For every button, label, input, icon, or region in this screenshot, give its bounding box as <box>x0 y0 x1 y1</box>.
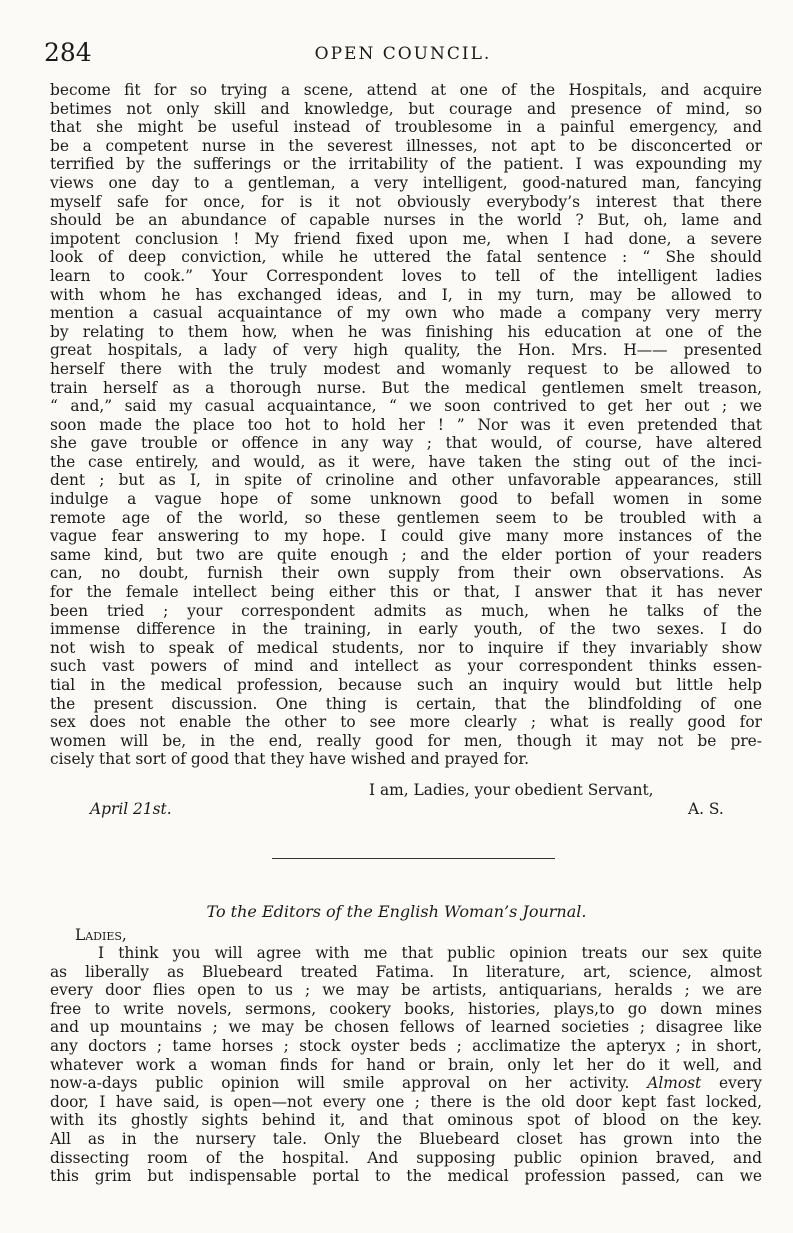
letter-one-signature <box>50 781 762 818</box>
text-line: any doctors ; tame horses ; stock oyster beds ; acclimatize the apteryx ; in short, <box>50 1036 762 1055</box>
text-line: for the female intellect being either this or that, I answer that it has never <box>50 583 762 602</box>
text-line: be a competent nurse in the severest illnesses, not apt to be disconcerted or <box>50 136 762 155</box>
text-line: that she might be useful instead of troublesome in a painful emergency, and <box>50 118 762 137</box>
text-line: look of deep conviction, while he uttered the fatal sentence : “ She should <box>50 248 762 267</box>
text-line: as liberally as Bluebeard treated Fatima. In literature, art, science, almost <box>50 962 762 981</box>
text-line: door, I have said, is open—not every one ; there is the old door kept fast locked, <box>50 1092 762 1111</box>
running-title: OPEN COUNCIL. <box>314 44 492 64</box>
text-line: the present discussion. One thing is certain, that the blindfolding of one <box>50 694 762 713</box>
text-line: this grim but indispensable portal to the medical profession passed, can we <box>50 1167 762 1186</box>
closing-line: I am, Ladies, your obedient Servant, <box>369 781 654 799</box>
text-line: I think you will agree with me that public opinion treats our sex quite <box>98 944 762 962</box>
text-line: terrified by the sufferings or the irritability of the patient. I was expounding my <box>50 155 762 174</box>
section-divider <box>272 858 555 859</box>
text-line: become fit for so trying a scene, attend at one of the Hospitals, and acquire <box>50 81 762 99</box>
text-line: train herself as a thorough nurse. But the medical gentlemen smelt treason, <box>50 378 762 397</box>
signature-initials: A. S. <box>688 800 724 818</box>
salutation: Ladies, <box>75 926 127 944</box>
text-line <box>50 1074 762 1093</box>
text-line: free to write novels, sermons, cookery books, histories, plays,to go down mines <box>50 999 762 1018</box>
text-line: myself safe for once, for is it not obviously everybody’s interest that there <box>50 192 762 211</box>
text-line: she gave trouble or offence in any way ; that would, of course, have altered <box>50 434 762 453</box>
text-line: All as in the nursery tale. Only the Bluebeard closet has grown into the <box>50 1129 762 1148</box>
text-line: tial in the medical profession, because such an inquiry would but little help <box>50 676 762 694</box>
text-line: learn to cook.” Your Correspondent loves to tell of the intelligent ladies <box>50 266 762 285</box>
emphasis-text: Almost <box>647 1074 702 1093</box>
text-line: can, no doubt, furnish their own supply from their own observations. As <box>50 564 762 583</box>
text-line: views one day to a gentleman, a very intelligent, good-natured man, fancying <box>50 173 762 192</box>
text-line: dissecting room of the hospital. And supposing public opinion braved, and <box>50 1148 762 1167</box>
text-line: immense difference in the training, in early youth, of the two sexes. I do <box>50 620 762 639</box>
text-line: cisely that sort of good that they have wished and prayed for. <box>50 750 529 769</box>
text-line: great hospitals, a lady of very high quality, the Hon. Mrs. H—— presented <box>50 341 762 360</box>
text-line: the case entirely, and would, as it were, have taken the sting out of the inci- <box>50 452 762 471</box>
text-line: sex does not enable the other to see more clearly ; what is really good for <box>50 713 762 732</box>
text-line: should be an abundance of capable nurses in the world ? But, oh, lame and <box>50 211 762 230</box>
text-line: indulge a vague hope of some unknown good to befall women in some <box>50 490 762 509</box>
text-line: with whom he has exchanged ideas, and I, in my turn, may be allowed to <box>50 285 762 304</box>
letter-date: April 21st. <box>90 800 172 818</box>
text-line: mention a casual acquaintance of my own who made a company very merry <box>50 304 762 323</box>
letter-one-body <box>50 81 762 769</box>
text-line: betimes not only skill and knowledge, but courage and presence of mind, so <box>50 99 762 118</box>
text-line: been tried ; your correspondent admits as much, when he talks of the <box>50 601 762 620</box>
text-line: such vast powers of mind and intellect as your correspondent thinks essen- <box>50 657 762 676</box>
text-line: and up mountains ; we may be chosen fellows of learned societies ; disagree like <box>50 1018 762 1037</box>
text-segment: now-a-days public opinion will smile approval on her activity. <box>50 1074 630 1093</box>
text-line: same kind, but two are quite enough ; and the elder portion of your readers <box>50 545 762 564</box>
text-segment: every <box>719 1074 762 1093</box>
text-line: whatever work a woman finds for hand or brain, only let her do it well, and <box>50 1055 762 1074</box>
letter-two-body <box>50 944 762 1186</box>
text-line: “ and,” said my casual acquaintance, “ we soon contrived to get her out ; we <box>50 397 762 416</box>
text-line: women will be, in the end, really good for men, though it may not be pre- <box>50 731 762 750</box>
text-line: every door flies open to us ; we may be artists, antiquarians, heralds ; we are <box>50 981 762 1000</box>
text-line: vague fear answering to my hope. I could give many more instances of the <box>50 527 762 546</box>
text-line: remote age of the world, so these gentlemen seem to be troubled with a <box>50 508 762 527</box>
text-line: soon made the place too hot to hold her ! ” Nor was it even pretended that <box>50 415 762 434</box>
text-line: impotent conclusion ! My friend fixed upon me, when I had done, a severe <box>50 229 762 248</box>
running-head <box>44 38 762 70</box>
letter-two-heading: To the Editors of the English Woman’s Journal. <box>206 902 587 921</box>
text-line: with its ghostly sights behind it, and that ominous spot of blood on the key. <box>50 1111 762 1130</box>
text-line: by relating to them how, when he was finishing his education at one of the <box>50 322 762 341</box>
text-line: not wish to speak of medical students, nor to inquire if they invariably show <box>50 638 762 657</box>
text-line: herself there with the truly modest and womanly request to be allowed to <box>50 359 762 378</box>
page-number: 284 <box>44 38 92 67</box>
text-line: dent ; but as I, in spite of crinoline and other unfavorable appearances, still <box>50 471 762 490</box>
